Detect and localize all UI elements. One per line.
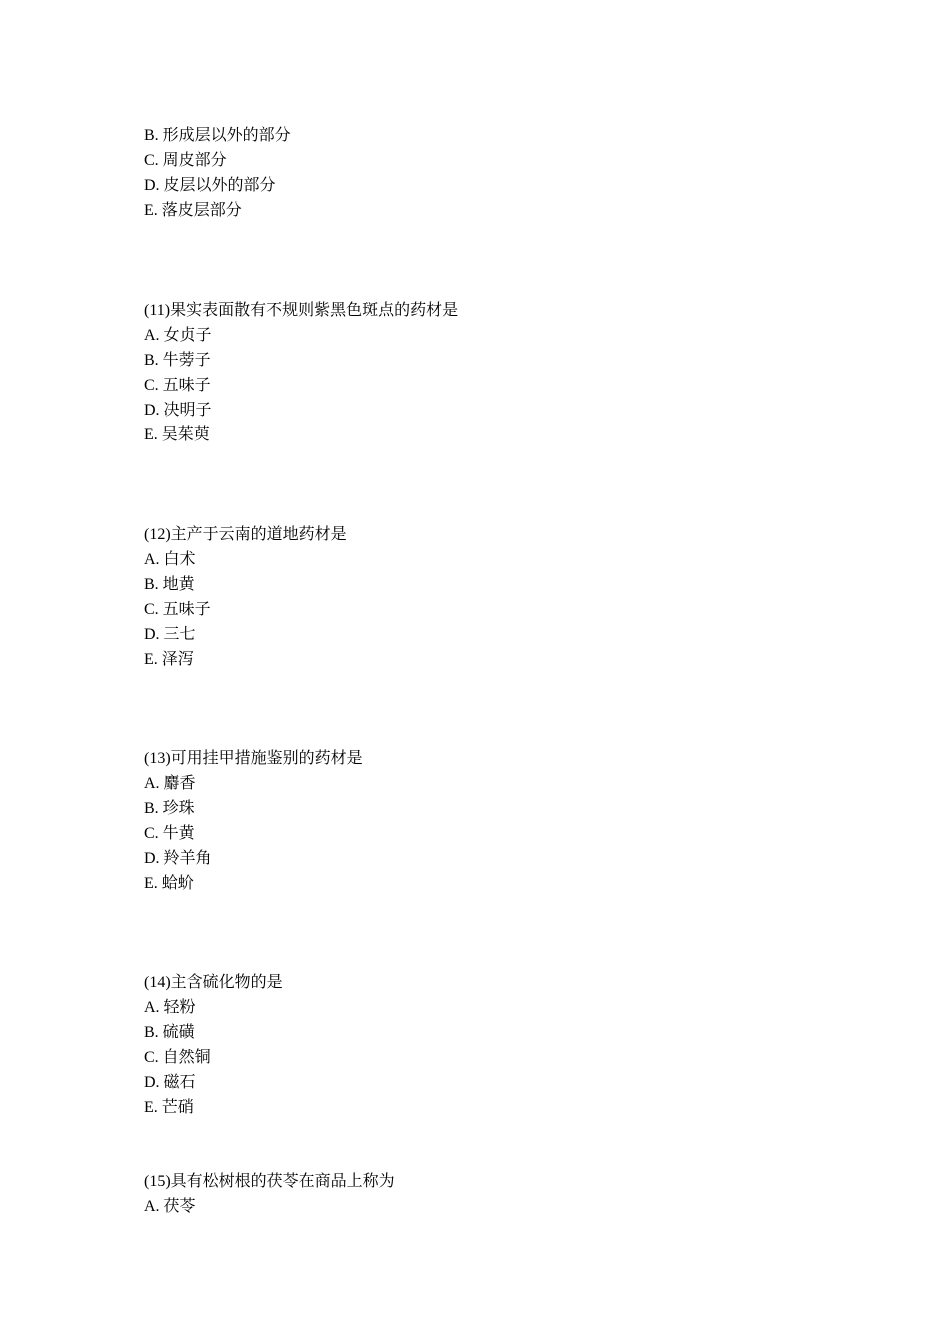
q14-option-a: A. 轻粉	[144, 999, 196, 1016]
q14-option-b: B. 硫磺	[144, 1024, 195, 1041]
q12-option-d: D. 三七	[144, 626, 196, 643]
q12-option-e: E. 泽泻	[144, 651, 194, 668]
q14-option-e: E. 芒硝	[144, 1099, 194, 1116]
q14-option-c: C. 自然铜	[144, 1049, 211, 1066]
q13-option-b: B. 珍珠	[144, 800, 195, 817]
question-11: (11)果实表面散有不规则紫黑色斑点的药材是	[144, 302, 459, 319]
q11-option-c: C. 五味子	[144, 377, 211, 394]
option-b: B. 形成层以外的部分	[144, 127, 291, 144]
q14-option-d: D. 磁石	[144, 1074, 196, 1091]
q11-option-b: B. 牛蒡子	[144, 352, 211, 369]
q12-option-b: B. 地黄	[144, 576, 195, 593]
option-e: E. 落皮层部分	[144, 202, 242, 219]
q11-option-d: D. 决明子	[144, 402, 212, 419]
option-d: D. 皮层以外的部分	[144, 177, 276, 194]
question-12: (12)主产于云南的道地药材是	[144, 526, 347, 543]
q11-option-a: A. 女贞子	[144, 327, 212, 344]
q13-option-e: E. 蛤蚧	[144, 875, 194, 892]
q13-option-c: C. 牛黄	[144, 825, 195, 842]
q12-option-c: C. 五味子	[144, 601, 211, 618]
q13-option-d: D. 羚羊角	[144, 850, 212, 867]
option-c: C. 周皮部分	[144, 152, 227, 169]
question-13: (13)可用挂甲措施鉴别的药材是	[144, 750, 363, 767]
q12-option-a: A. 白术	[144, 551, 196, 568]
q15-option-a: A. 茯苓	[144, 1198, 196, 1215]
question-15: (15)具有松树根的茯苓在商品上称为	[144, 1173, 395, 1190]
q13-option-a: A. 麝香	[144, 775, 196, 792]
q11-option-e: E. 吴茱萸	[144, 426, 210, 443]
question-14: (14)主含硫化物的是	[144, 974, 283, 991]
